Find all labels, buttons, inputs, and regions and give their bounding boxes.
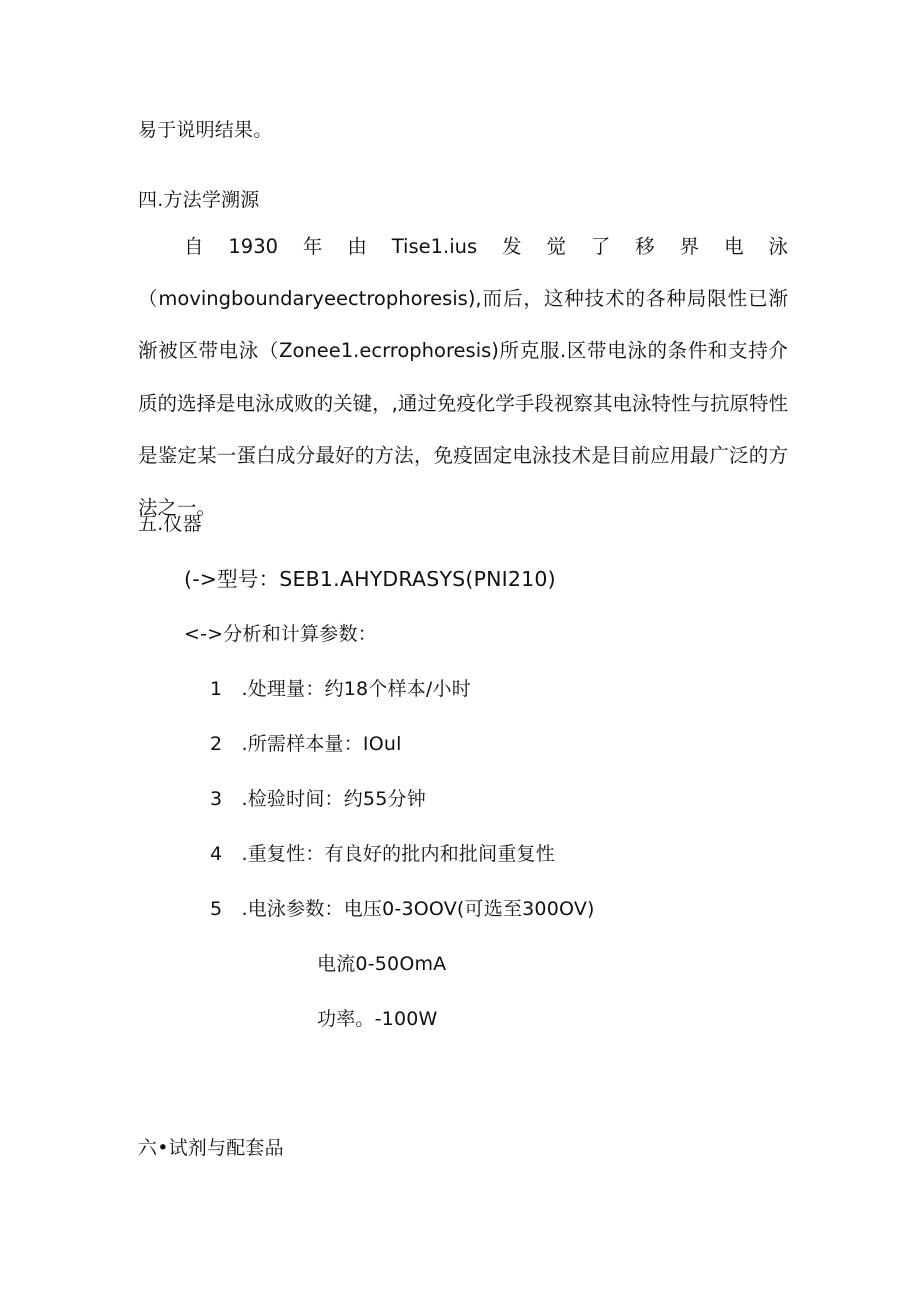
param-current: 电流0-50OmA [317, 953, 447, 975]
section4-paragraph: 自1930年由Tise1.ius发觉了移界电泳（movingboundaryeectrophoresis),而后，这种技术的各种局限性已渐渐被区带电泳（Zonee1.ecrrophoresis)所克服.区带电泳的条件和支持介质的选择是电泳成败的关键，,通过免疫化学手段视察其电泳特性与抗原特性是鉴定某一蛋白成分最好的方法，免疫固定电泳技术是目前应用最广泛的方法之一。 [138, 235, 788, 520]
param-item-4: 4 .重复性：有良好的批内和批间重复性 [210, 843, 555, 865]
param-item-1: 1 .处理量：约18个样本/小时 [210, 678, 471, 700]
section6-heading: 六•试剂与配套品 [138, 1137, 284, 1159]
section4-heading: 四.方法学溯源 [138, 189, 260, 211]
section5-heading: 五.仪器 [138, 513, 202, 535]
intro-tail-text: 易于说明结果。 [138, 119, 273, 141]
instrument-model-line: (->型号：SEB1.AHYDRASYS(PNI210) [184, 567, 556, 591]
param-power: 功率。-100W [317, 1008, 438, 1030]
param-item-3: 3 .检验时间：约55分钟 [210, 788, 426, 810]
params-title: <->分析和计算参数： [184, 623, 377, 645]
param-item-5: 5 .电泳参数：电压0-3OOV(可选至300OV) [210, 898, 595, 920]
param-item-2: 2 .所需样本量：IOul [210, 733, 402, 755]
